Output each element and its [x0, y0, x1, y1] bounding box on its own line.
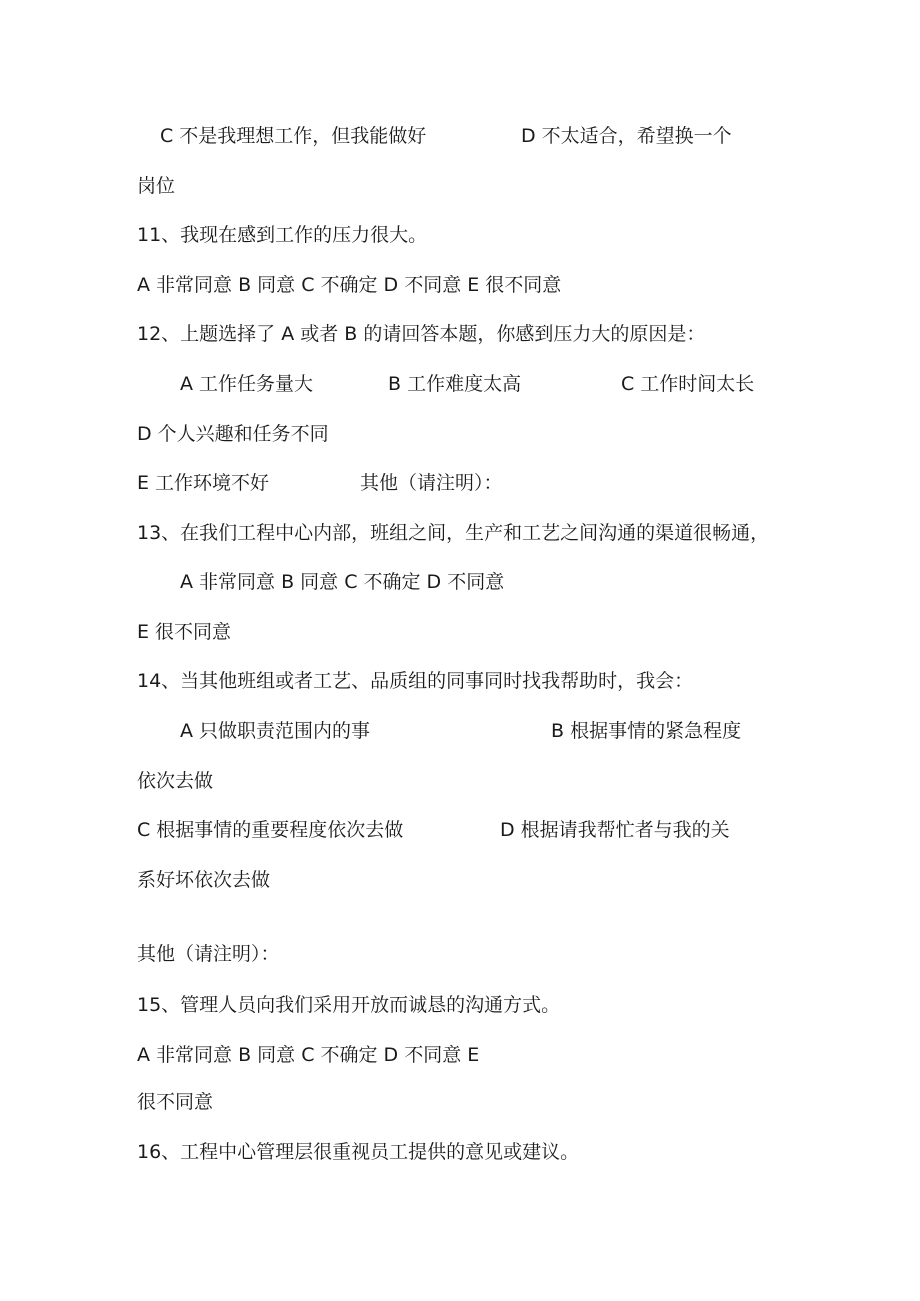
q13-options: A 非常同意 B 同意 C 不确定 D 不同意 — [180, 571, 505, 593]
question-12: 12、上题选择了 A 或者 B 的请回答本题，你感到压力大的原因是： — [137, 323, 706, 345]
q12-option-c: C 工作时间太长 — [621, 373, 755, 395]
question-14: 14、当其他班组或者工艺、品质组的同事同时找我帮助时，我会： — [137, 670, 694, 692]
q13-option-e: E 很不同意 — [137, 621, 232, 643]
q14-option-c: C 根据事情的重要程度依次去做 — [137, 819, 404, 841]
q14-option-b-cont: 依次去做 — [137, 770, 214, 792]
question-11: 11、我现在感到工作的压力很大。 — [137, 224, 428, 246]
q14-option-d-cont: 系好坏依次去做 — [137, 869, 271, 891]
q14-other: 其他（请注明）： — [137, 943, 280, 965]
q10-option-d-cont: 岗位 — [137, 175, 176, 197]
q11-options: A 非常同意 B 同意 C 不确定 D 不同意 E 很不同意 — [137, 274, 562, 296]
q15-options-cont: 很不同意 — [137, 1091, 214, 1113]
q10-option-c: C 不是我理想工作，但我能做好 — [160, 125, 427, 147]
question-13: 13、在我们工程中心内部，班组之间，生产和工艺之间沟通的渠道很畅通， — [137, 522, 770, 544]
q14-option-b: B 根据事情的紧急程度 — [551, 720, 742, 742]
q12-option-d: D 个人兴趣和任务不同 — [137, 423, 329, 445]
q14-option-a: A 只做职责范围内的事 — [180, 720, 371, 742]
q14-option-d: D 根据请我帮忙者与我的关 — [500, 819, 730, 841]
q12-other: 其他（请注明）： — [360, 472, 503, 494]
q15-options: A 非常同意 B 同意 C 不确定 D 不同意 E — [137, 1044, 480, 1066]
q10-option-d: D 不太适合，希望换一个 — [521, 125, 732, 147]
q12-option-e: E 工作环境不好 — [137, 472, 270, 494]
question-15: 15、管理人员向我们采用开放而诚恳的沟通方式。 — [137, 994, 561, 1016]
q12-option-b: B 工作难度太高 — [388, 373, 522, 395]
question-16: 16、工程中心管理层很重视员工提供的意见或建议。 — [137, 1141, 580, 1163]
q12-option-a: A 工作任务量大 — [180, 373, 314, 395]
